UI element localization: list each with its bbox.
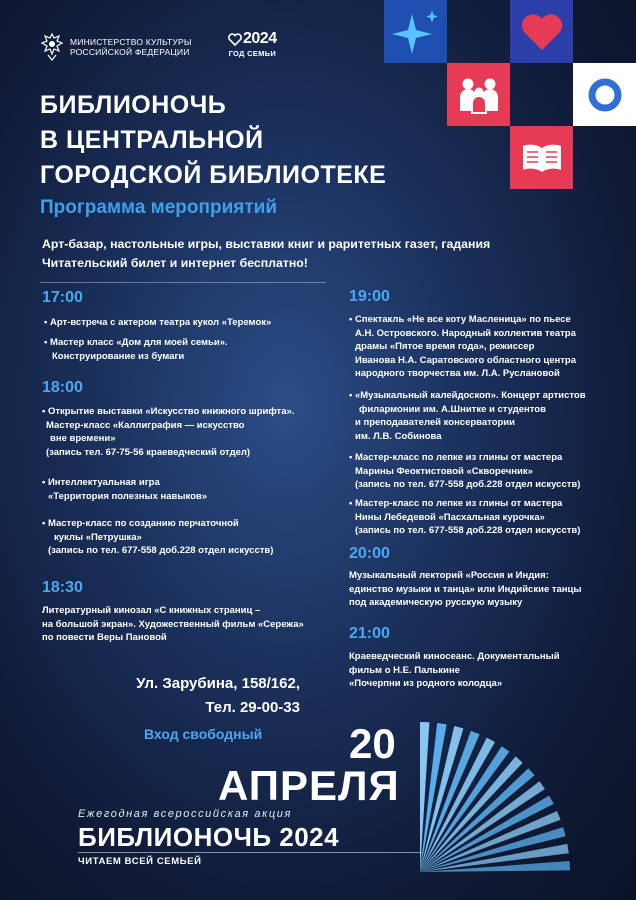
year-of-family-logo (228, 30, 277, 58)
title-line-2: В ЦЕНТРАЛЬНОЙ (40, 126, 264, 154)
star-square (384, 0, 447, 63)
fan-graphic (400, 722, 570, 882)
heart-icon (519, 12, 565, 52)
free-entry-text: Вход свободный (144, 726, 263, 742)
event-line: и преподавателей консерватории (355, 417, 515, 428)
address-street: Ул. Зарубина, 158/162, (136, 675, 300, 692)
event-line: Конструирование из бумаги (52, 350, 185, 362)
ring-icon (587, 77, 623, 113)
event-line: вне времени» (50, 433, 116, 444)
event-line: (запись по тел. 677-558 доб.228 отдел искусств) (48, 545, 274, 556)
event-line: «Почерпни из родного колодца» (349, 678, 503, 689)
intro-line-2: Читательский билет и интернет бесплатно! (42, 256, 308, 270)
time-2000: 20:00 (349, 545, 390, 562)
date-month: АПРЕЛЯ (218, 762, 400, 809)
event-line: Краеведческий киносеанс. Документальный (349, 651, 560, 662)
event-line: Литературный кинозал «С книжных страниц – (42, 605, 261, 616)
fan-ray (420, 722, 429, 872)
event-2100 (349, 650, 560, 691)
event-line: (запись по тел. 677-558 доб.228 отдел искусств) (355, 525, 581, 536)
event-1830 (42, 604, 304, 645)
event-line: «Территория полезных навыков» (48, 490, 208, 502)
time-1800: 18:00 (42, 379, 83, 396)
event-line: под академическую русскую музыку (349, 597, 523, 608)
event-1900-3 (349, 451, 580, 492)
event-line: • Открытие выставки «Искусство книжного шрифта». (42, 406, 295, 417)
annual-caption: Ежегодная всероссийская акция (78, 808, 292, 820)
event-1700-1 (44, 316, 271, 330)
event-1700-2 (44, 336, 228, 363)
star-sparkle-icon (388, 4, 444, 60)
event-line: на большой экран». Художественный фильм «Сережа» (42, 618, 304, 630)
event-line: • Мастер класс «Дом для моей семьи». (44, 337, 228, 348)
event-line: Марины Феоктистовой «Скворечник» (355, 465, 533, 477)
ministry-logo (40, 32, 192, 62)
state-emblem-icon (40, 32, 64, 62)
event-1900-2 (349, 389, 586, 443)
event-1900-1 (349, 313, 576, 381)
event-line: им. Л.В. Собинова (355, 430, 442, 442)
program-title: Программа мероприятий (40, 197, 278, 218)
event-line: единство музыки и танца» или Индийские танцы (349, 583, 582, 595)
time-2100: 21:00 (349, 625, 390, 642)
event-line: • Мастер-класс по созданию перчаточной (42, 518, 239, 529)
event-line: • Арт-встреча с актером театра кукол «Теремок» (44, 317, 272, 328)
book-icon (520, 140, 564, 176)
event-line: филармонии им. А.Шнитке и студентов (359, 403, 546, 415)
event-line: (запись тел. 67-75-56 краеведческий отдел) (46, 446, 251, 458)
intro-line-1: Арт-базар, настольные игры, выставки книг и раритетных газет, гадания (42, 237, 491, 251)
divider (40, 282, 326, 283)
ministry-line1: МИНИСТЕРСТВО КУЛЬТУРЫ (70, 37, 192, 47)
event-line: А.Н. Островского. Народный коллектив театра (355, 327, 576, 339)
event-underline (78, 852, 422, 853)
event-line: по повести Веры Пановой (42, 632, 167, 643)
year-logo-number: 2024 (243, 30, 277, 47)
title-line-1: БИБЛИОНОЧЬ (40, 91, 227, 119)
event-1800-3 (42, 517, 273, 558)
family-square (447, 63, 510, 126)
event-1800-2 (42, 476, 207, 503)
family-icon (457, 73, 501, 117)
event-line: фильм о Н.Е. Палькине (349, 664, 460, 676)
title-line-3: ГОРОДСКОЙ БИБЛИОТЕКЕ (40, 161, 387, 189)
event-line: • Интеллектуальная игра (42, 477, 160, 488)
address-block (100, 672, 300, 720)
heart-square (510, 0, 573, 63)
time-1700: 17:00 (42, 289, 83, 306)
year-logo-caption: ГОД СЕМЬИ (228, 49, 277, 58)
date-day: 20 (349, 720, 396, 767)
event-line: Иванова Н.А. Саратовского областного центра (355, 354, 577, 366)
event-line: • «Музыкальный калейдоскоп». Концерт артистов (349, 390, 586, 401)
event-line: драмы «Пятое время года», режиссер (355, 341, 535, 352)
event-line: • Спектакль «Не все коту Масленица» по пьесе (349, 314, 571, 325)
event-line: Музыкальный лекторий «Россия и Индия: (349, 570, 549, 581)
time-1900: 19:00 (349, 288, 390, 305)
event-1800-1 (42, 405, 294, 459)
heart-logo-icon (228, 33, 242, 46)
main-title (40, 88, 386, 193)
slogan: ЧИТАЕМ ВСЕЙ СЕМЬЕЙ (78, 856, 202, 867)
ministry-line2: РОССИЙСКОЙ ФЕДЕРАЦИИ (70, 47, 190, 57)
event-line: (запись по тел. 677-558 доб.228 отдел искусств) (355, 479, 581, 490)
address-phone: Тел. 29-00-33 (205, 699, 300, 716)
intro-text (42, 235, 612, 273)
event-line: Нины Лебедевой «Пасхальная курочка» (355, 511, 545, 523)
event-line: • Мастер-класс по лепке из глины от мастера (349, 498, 563, 509)
ring-square (573, 63, 636, 126)
event-line: куклы «Петрушка» (54, 531, 142, 543)
event-1900-4 (349, 497, 580, 538)
time-1830: 18:30 (42, 579, 83, 596)
event-line: Мастер-класс «Каллиграфия — искусство (46, 419, 245, 431)
event-line: народного творчества им. Л.А. Руслановой (355, 368, 560, 379)
event-name: БИБЛИОНОЧЬ 2024 (78, 822, 340, 852)
event-2000 (349, 569, 582, 610)
event-line: • Мастер-класс по лепке из глины от мастера (349, 452, 563, 463)
book-square (510, 126, 573, 189)
